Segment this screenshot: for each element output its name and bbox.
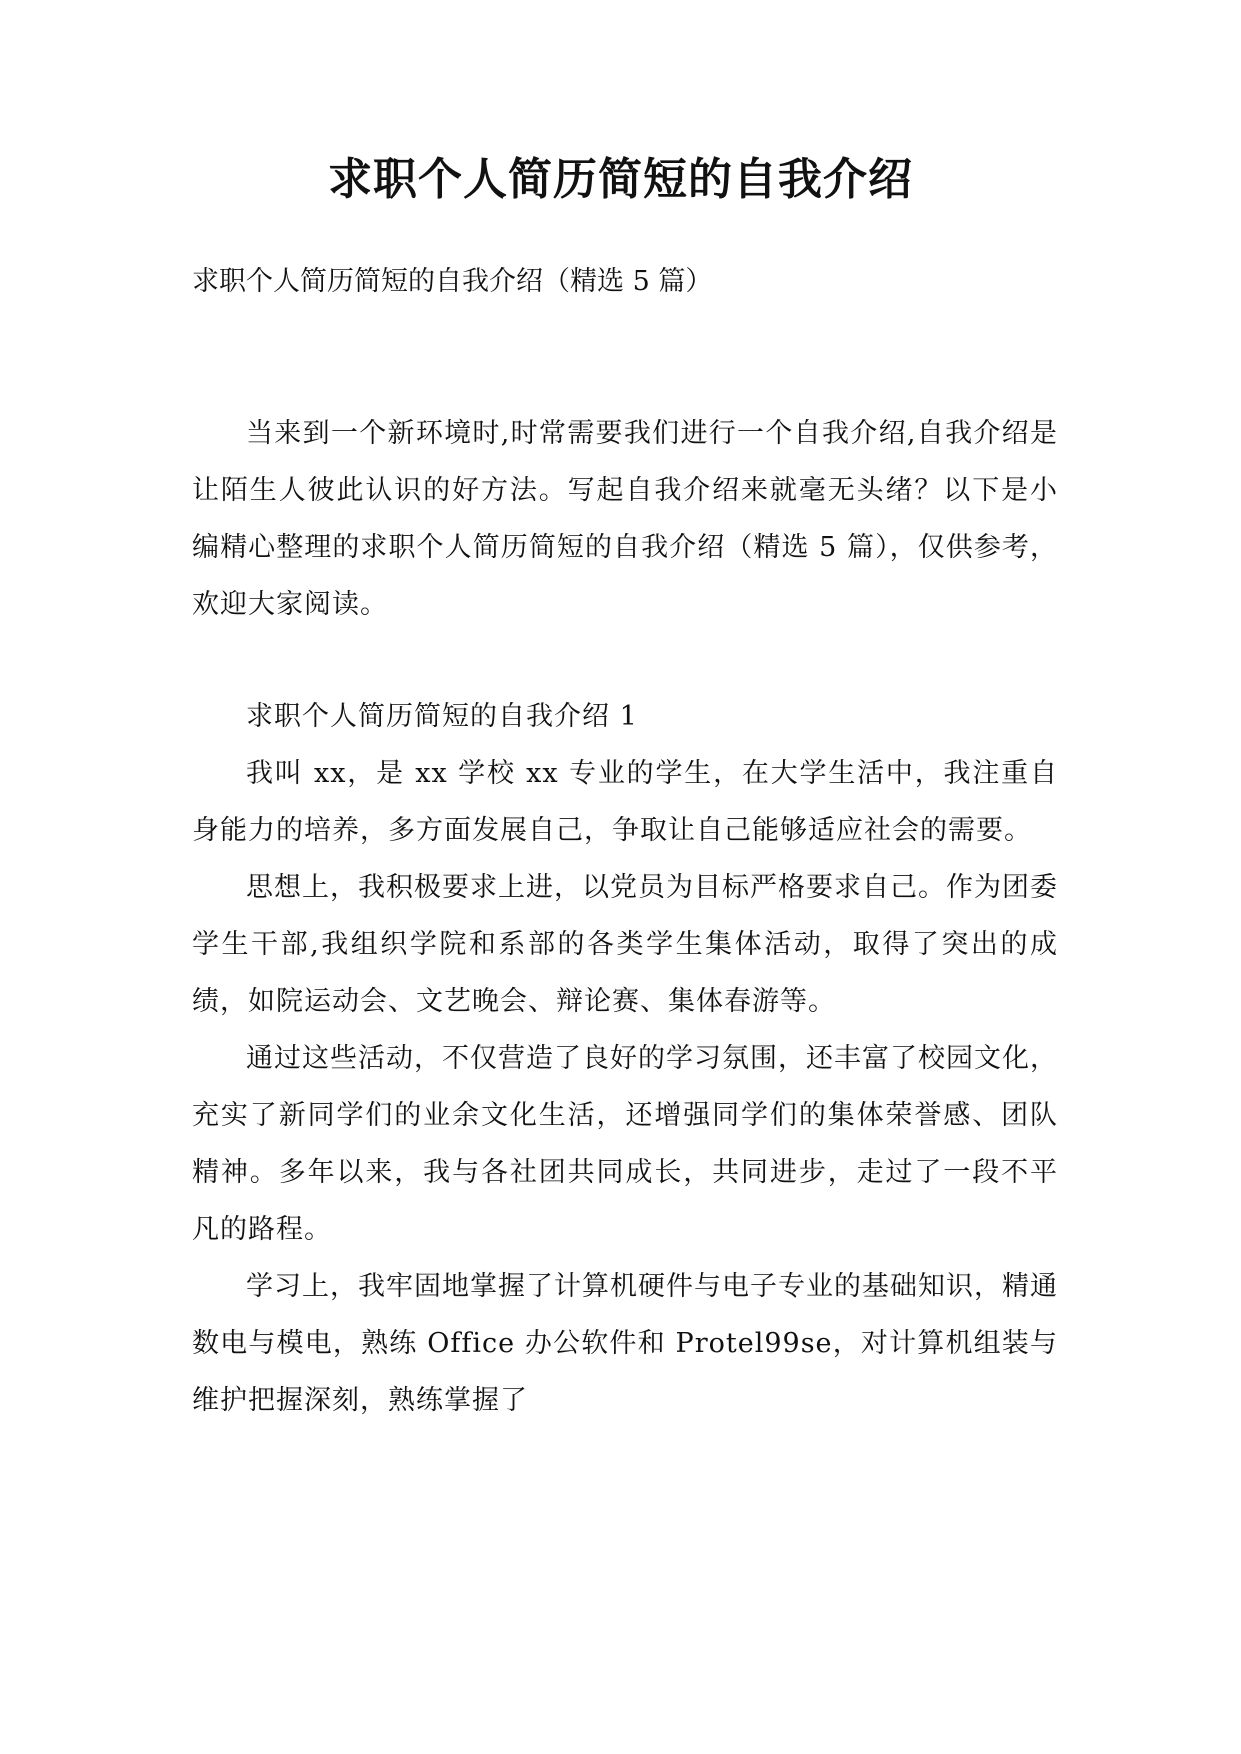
intro-paragraph: 当来到一个新环境时,时常需要我们进行一个自我介绍,自我介绍是让陌生人彼此认识的好方法。写起自我介绍来就毫无头绪？以下是小编精心整理的求职个人简历简短的自我介绍（精选 5 篇），仅供参考，欢迎大家阅读。 — [192, 418, 1058, 620]
body-paragraph: 思想上，我积极要求上进，以党员为目标严格要求自己。作为团委学生干部,我组织学院和系部的各类学生集体活动，取得了突出的成绩，如院运动会、文艺晚会、辩论赛、集体春游等。 — [192, 872, 1058, 1017]
body-paragraph: 通过这些活动，不仅营造了良好的学习氛围，还丰富了校园文化，充实了新同学们的业余文化生活，还增强同学们的集体荣誉感、团队精神。多年以来，我与各社团共同成长，共同进步，走过了一段不平凡的路程。 — [192, 1043, 1058, 1245]
section-heading: 求职个人简历简短的自我介绍 1 — [246, 701, 638, 732]
body-paragraph: 我叫 xx，是 xx 学校 xx 专业的学生，在大学生活中，我注重自身能力的培养，多方面发展自己，争取让自己能够适应社会的需要。 — [192, 758, 1058, 846]
paragraph-gap — [192, 633, 1058, 688]
body-paragraph: 学习上，我牢固地掌握了计算机硬件与电子专业的基础知识，精通数电与模电，熟练 Office 办公软件和 Protel99se，对计算机组装与维护把握深刻，熟练掌握了 — [192, 1271, 1058, 1416]
document-title: 求职个人简历简短的自我介绍 — [328, 154, 913, 205]
document-body — [192, 405, 1058, 1429]
document-subtitle: 求职个人简历简短的自我介绍（精选 5 篇） — [192, 266, 713, 297]
